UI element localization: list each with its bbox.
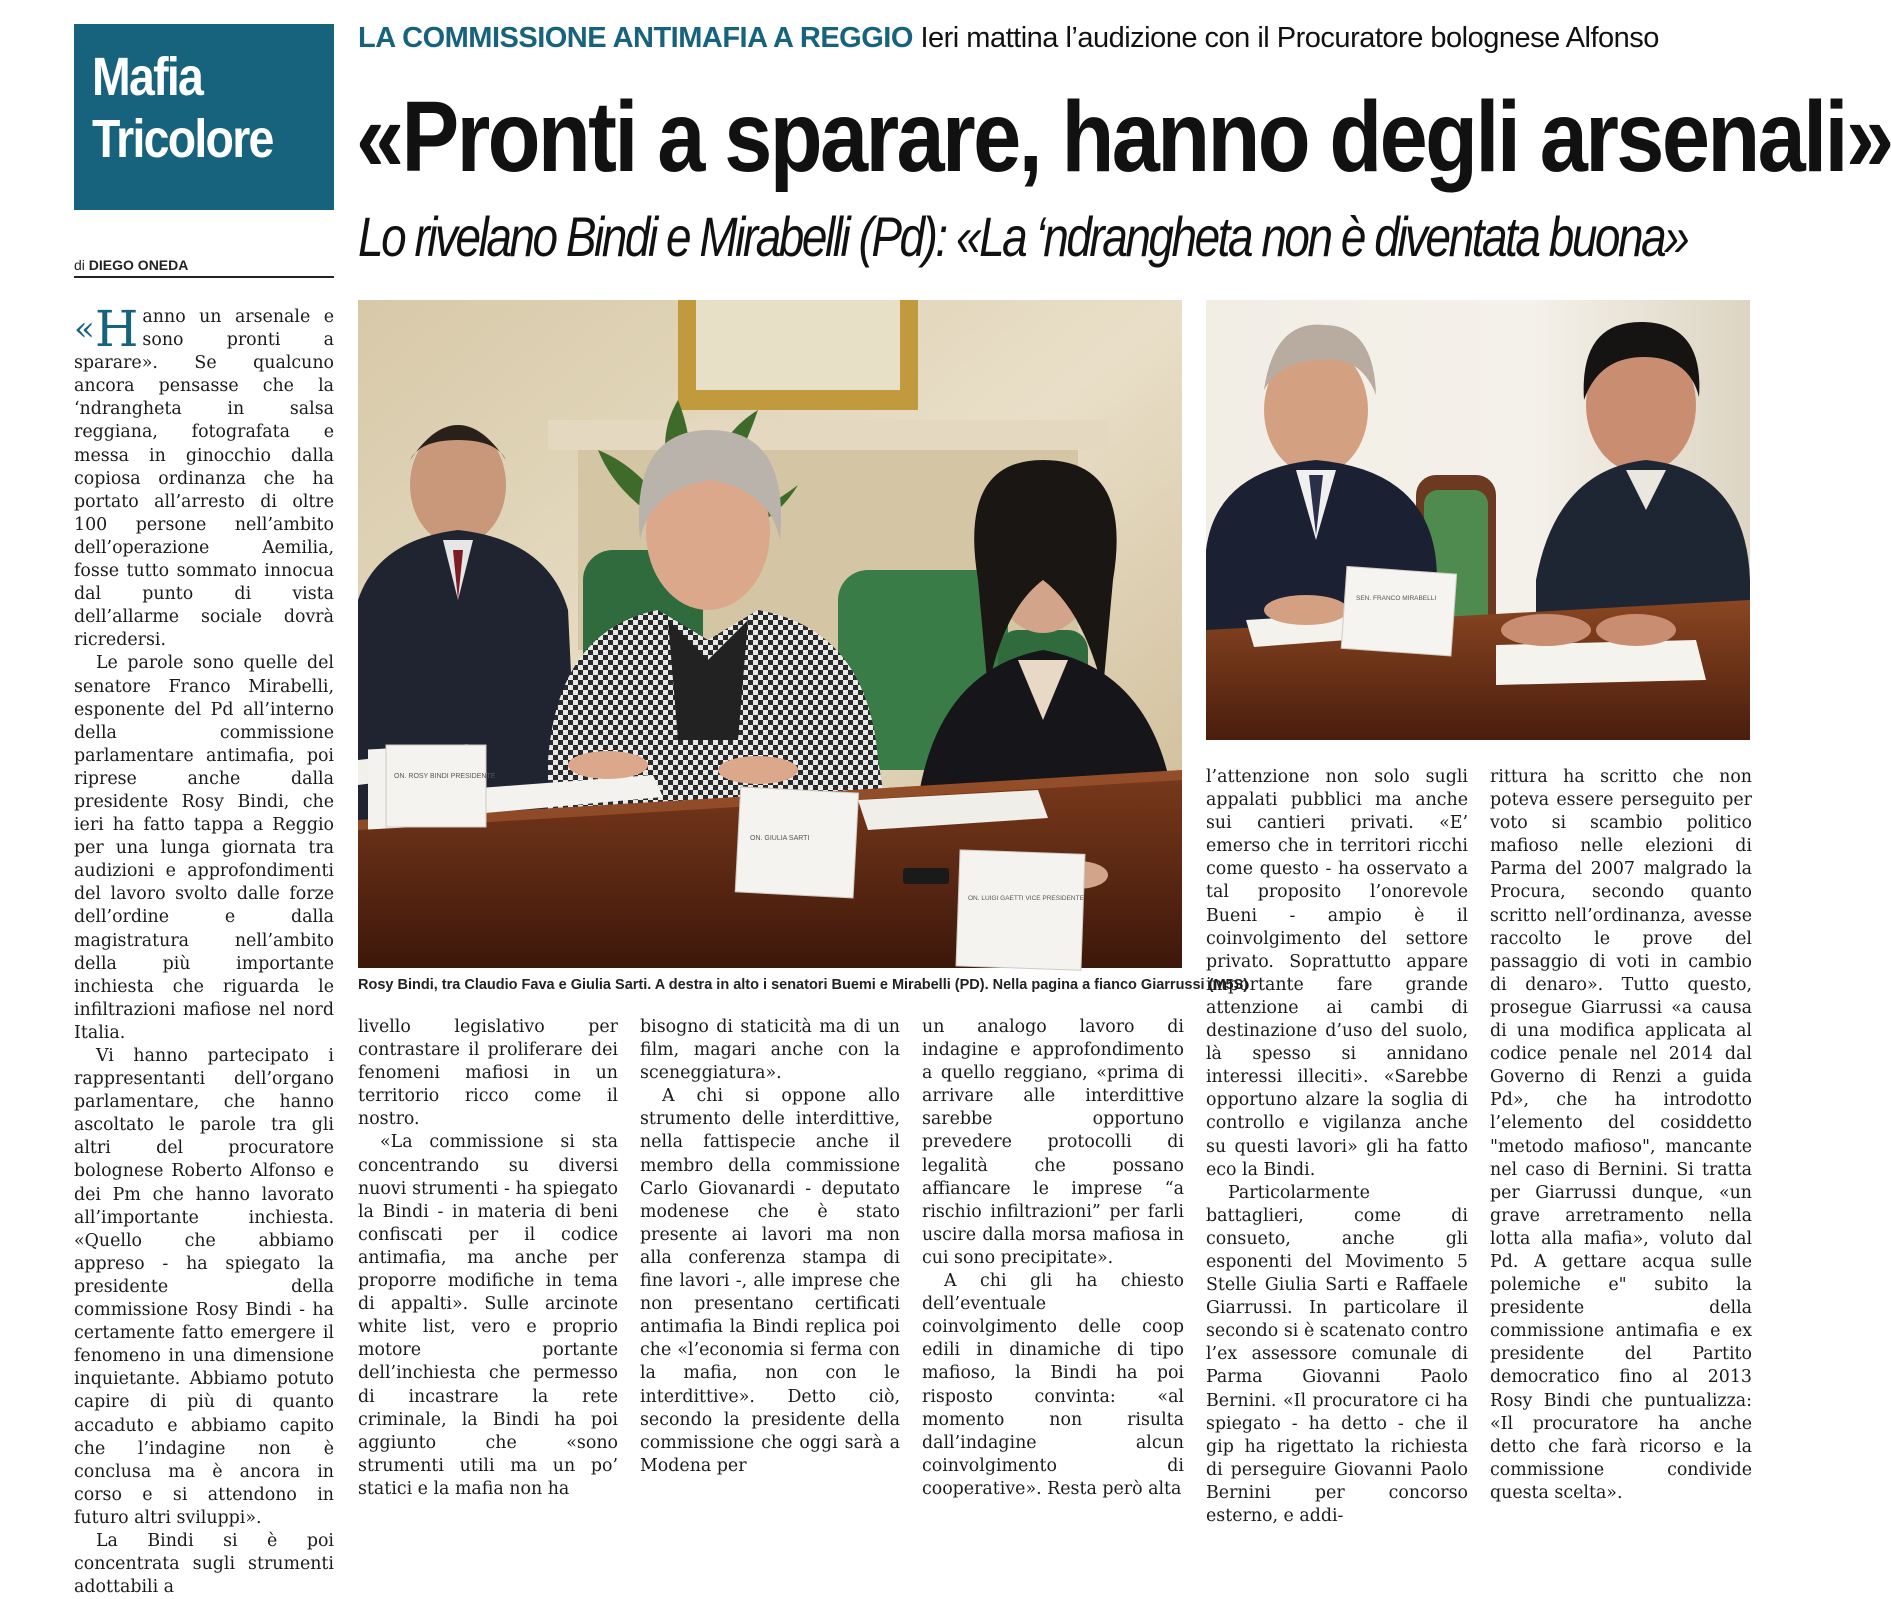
article-text: anno un arsenale e sono pronti a sparare». Se qualcuno ancora pensasse che la ‘ndrangheta in salsa reggiana, fotografata e messa in ginocchio dalla copiosa ordinanza che ha portato all’arresto di oltre 100 persone nell’ambito dell’operazione Aemilia, fosse tutto sommato innocua dal punto di vista dell’allarme sociale dovrà ricredersi. <box>74 307 334 651</box>
nameplate-text-1: ON. ROSY BINDI PRESIDENTE <box>394 773 496 780</box>
article-paragraph: l’attenzione non solo sugli appalati pubblici ma anche sui cantieri privati. «E’ emerso che in territori ricchi come questo - ha osservato a tal proposito l’onorevole Bueni - ampio è il coinvolgimento del settore privato. Soprattutto appare importante fare grande attenzione ai cambi di destinazione d’uso del suolo, là spesso si annidano interessi illeciti». «Sarebbe opportuno alzare la soglia di controllo e vigilanza anche su questi lavori» gli ha fatto eco la Bindi. <box>1206 767 1468 1180</box>
side-photo-image <box>1206 300 1750 740</box>
article-paragraph: Particolarmente battaglieri, come di consueto, anche gli esponenti del Movimento 5 Stelle Giulia Sarti e Raffaele Giarrussi. In particolare il secondo si è scatenato contro l’ex assessore comunale di Parma Giovanni Paolo Bernini. «Il procuratore ci ha spiegato - ha detto - che il gip ha rigettato la richiesta di perseguire Giovanni Paolo Bernini per concorso esterno, e addi- <box>1206 1182 1468 1526</box>
headline: «Pronti a sparare, hanno degli arsenali» <box>356 81 1891 193</box>
nameplate-text-3: ON. LUIGI GAETTI VICE PRESIDENTE <box>968 895 1084 902</box>
article-paragraph: A chi gli ha chiesto dell’eventuale coinvolgimento delle coop edili in dinamiche di tipo mafioso, la Bindi ha poi risposto convinta: «al momento non risulta dall’indagine alcun coinvolgimento di cooperative». Resta però alta <box>922 1271 1184 1499</box>
kicker-text: Ieri mattina l’audizione con il Procuratore bolognese Alfonso <box>920 22 1659 54</box>
article-column-6 <box>1490 766 1752 1503</box>
article-paragraph: La Bindi si è poi concentrata sugli strumenti adottabili a <box>74 1530 334 1598</box>
article-paragraph: A chi si oppone allo strumento delle interdittive, nella fattispecie anche il membro della commissione Carlo Giovanardi - deputato modenese che è stato presente ai lavori ma non alla conferenza stampa di fine lavori -, alle imprese che non presentano certificati antimafia la Bindi replica poi che «l’economia si ferma con la mafia, non con le interdittive». Detto ciò, secondo la presidente della commissione che oggi sarà a Modena per <box>640 1086 900 1476</box>
photo-caption: Rosy Bindi, tra Claudio Fava e Giulia Sarti. A destra in alto i senatori Buemi e Mirabelli (PD). Nella pagina a fianco Giarrussi (M5S) <box>358 977 1249 993</box>
drop-cap: «H <box>74 300 139 358</box>
article-paragraph: rittura ha scritto che non poteva essere perseguito per voto si scambio politico mafioso nelle elezioni di Parma del 2007 malgrado la Procura, secondo quanto scritto nell’ordinanza, avesse raccolto le prove del passaggio di voti in cambio di denaro». Tutto questo, prosegue Giarrussi «a causa di una modifica applicata al codice penale nel 2014 dal Governo di Renzi a guida Pd», che ha introdotto l’elemento del cosiddetto "metodo mafioso", mancante nel caso di Bernini. Si tratta per Giarrussi dunque, «un grave arretramento nella lotta alla mafia», voluto dal Pd. A gettare acqua sulle polemiche e" subito la presidente della commissione antimafia e ex presidente del Partito democratico fino al 2013 Rosy Bindi che puntualizza: «Il procuratore ha anche detto che farà ricorso e la commissione condivide questa scelta». <box>1490 767 1752 1503</box>
article-column-3 <box>640 1016 900 1476</box>
article-paragraph <box>74 300 334 652</box>
byline <box>74 257 334 278</box>
section-label-line-2: Tricolore <box>92 109 273 169</box>
article-paragraph: Le parole sono quelle del senatore Franco Mirabelli, esponente del Pd all’interno della commissione parlamentare antimafia, poi riprese anche dalla presidente Rosy Bindi, che ieri ha fatto tappa a Reggio per una lunga giornata tra audizioni e approfondimenti del lavoro svolto dalle forze dell’ordine e dalla magistratura nell’ambito della più importante inchiesta che riguarda le infiltrazioni mafiose nel nord Italia. <box>74 653 334 1043</box>
section-label-box <box>74 24 334 210</box>
byline-prefix: di <box>74 257 85 273</box>
article-paragraph: «La commissione si sta concentrando su diversi nuovi strumenti - ha spiegato la Bindi - in materia di beni confiscati per il codice antimafia, ma anche per proporre modifiche in tema di appalti». Sulle arcinote white list, vero e proprio motore portante dell’inchiesta che permesso di incastrare la rete criminale, la Bindi ha poi aggiunto che «sono strumenti utili ma un po’ statici e la mafia non ha <box>358 1132 618 1499</box>
article-column-1 <box>74 300 334 1598</box>
article-column-5 <box>1206 766 1468 1526</box>
nameplate-text-2: ON. GIULIA SARTI <box>750 835 810 842</box>
article-column-2 <box>358 1016 618 1499</box>
subheadline: Lo rivelano Bindi e Mirabelli (Pd): «La ‘ndrangheta non è diventata buona» <box>358 205 1688 268</box>
section-label-line-1: Mafia <box>92 47 203 107</box>
kicker-label: LA COMMISSIONE ANTIMAFIA A REGGIO <box>358 22 913 54</box>
kicker <box>358 18 1758 58</box>
byline-author: DIEGO ONEDA <box>88 257 189 273</box>
nameplate-text-side: SEN. FRANCO MIRABELLI <box>1356 595 1437 602</box>
article-paragraph: livello legislativo per contrastare il proliferare dei fenomeni mafiosi in un territorio ricco come il nostro. <box>358 1017 618 1130</box>
article-paragraph: bisogno di staticità ma di un film, magari anche con la sceneggiatura». <box>640 1017 900 1084</box>
article-column-4 <box>922 1016 1184 1499</box>
article-paragraph: Vi hanno partecipato i rappresentanti dell’organo parlamentare, che hanno ascoltato le parole tra gli altri del procuratore bolognese Roberto Alfonso e dei Pm che hanno lavorato all’importante inchiesta. «Quello che abbiamo appreso - ha spiegato la presidente della commissione Rosy Bindi - ha certamente fatto emergere il fenomeno in una dimensione inquietante. Abbiamo potuto capire di più di quanto accaduto e abbiamo capito che l’indagine non è conclusa ma è ancora in corso e si attendono in futuro altri sviluppi». <box>74 1046 334 1528</box>
main-photo-image <box>358 300 1182 968</box>
main-photo <box>358 300 1182 968</box>
article-paragraph: un analogo lavoro di indagine e approfondimento a quello reggiano, «prima di arrivare alle interdittive sarebbe opportuno prevedere protocolli di legalità che possano affiancare le imprese “a rischio infiltrazioni” per farli uscire dalla morsa mafiosa in cui sono precipitate». <box>922 1017 1184 1268</box>
side-photo <box>1206 300 1750 740</box>
